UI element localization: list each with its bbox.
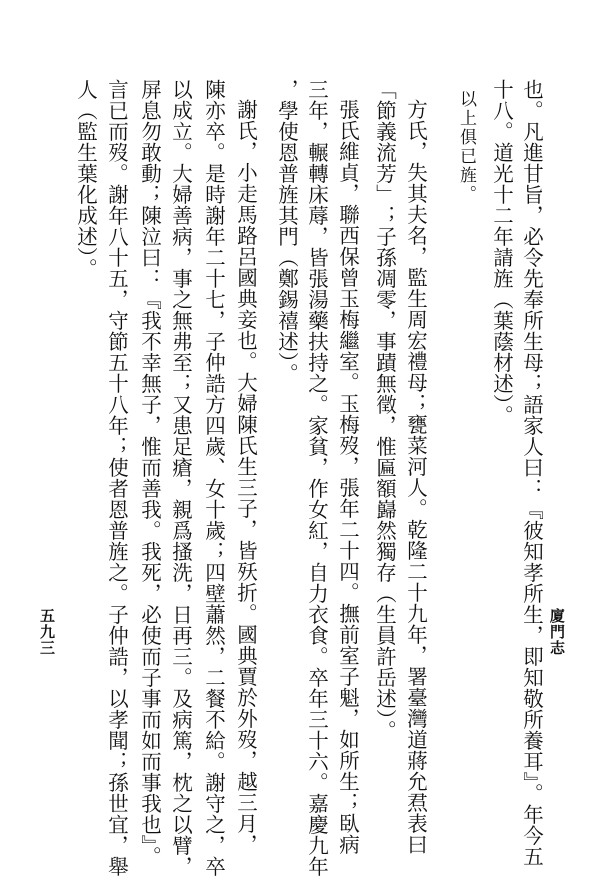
text-column-1: 也。凡進甘旨，必令先奉所生母；語家人曰：『彼知孝所生，即知敬所養耳』。年今五 xyxy=(519,79,544,867)
text-column-2: 十八。道光十二年請旌（葉蔭材述）。 xyxy=(489,79,514,426)
text-column-6: 張氏維貞，聯西保曾玉梅繼室。玉梅歿，張年二十四。撫前室子魁，如所生；臥病 xyxy=(335,99,360,855)
text-column-13: 言已而歿。謝年八十五，守節五十八年；使者恩普旌之。子仲誥，以孝聞；孫世宜，舉 xyxy=(104,79,129,877)
text-column-10: 陳亦卒。是時謝年二十七，子仲誥方四歲、女十歲；四壁蕭然，二餐不給。謝守之，卒 xyxy=(201,79,226,877)
text-column-12: 屏息勿敢動；陳泣曰：『我不幸無子，惟而善我。我死，必使而子事而如而事我也』。 xyxy=(137,79,162,867)
text-column-9: 謝氏，小走馬路呂國典妾也。大婦陳氏生三子，皆殀折。國典賈於外歿，越三月， xyxy=(233,99,258,855)
text-column-7: 三年，輾轉床蓐，皆張湯藥扶持之。家貧，作女紅，自力衣食。卒年三十六。嘉慶九年 xyxy=(304,79,329,877)
page-number: 五九三 xyxy=(38,608,56,656)
text-column-11: 以成立。大婦善病，事之無弗至；又患足瘡，親爲搔洗，日再三。及病篤，枕之以臂， xyxy=(168,79,193,877)
text-column-8: ，學使恩普旌其門（鄭錫禧述）。 xyxy=(274,79,299,384)
text-column-3: 以上俱已旌。 xyxy=(456,90,476,204)
text-column-14: 人（監生葉化成述）。 xyxy=(73,79,98,279)
text-column-5: 「節義流芳」；子孫凋零，事蹟無徵，惟匾額巋然獨存（生員許岳述）。 xyxy=(372,79,397,741)
book-title: 廈門志 xyxy=(548,608,566,656)
text-column-4: 方氏，失其夫名，監生周宏禮母；甕菜河人。乾隆二十九年，署臺灣道蔣允焄表曰 xyxy=(403,99,428,855)
